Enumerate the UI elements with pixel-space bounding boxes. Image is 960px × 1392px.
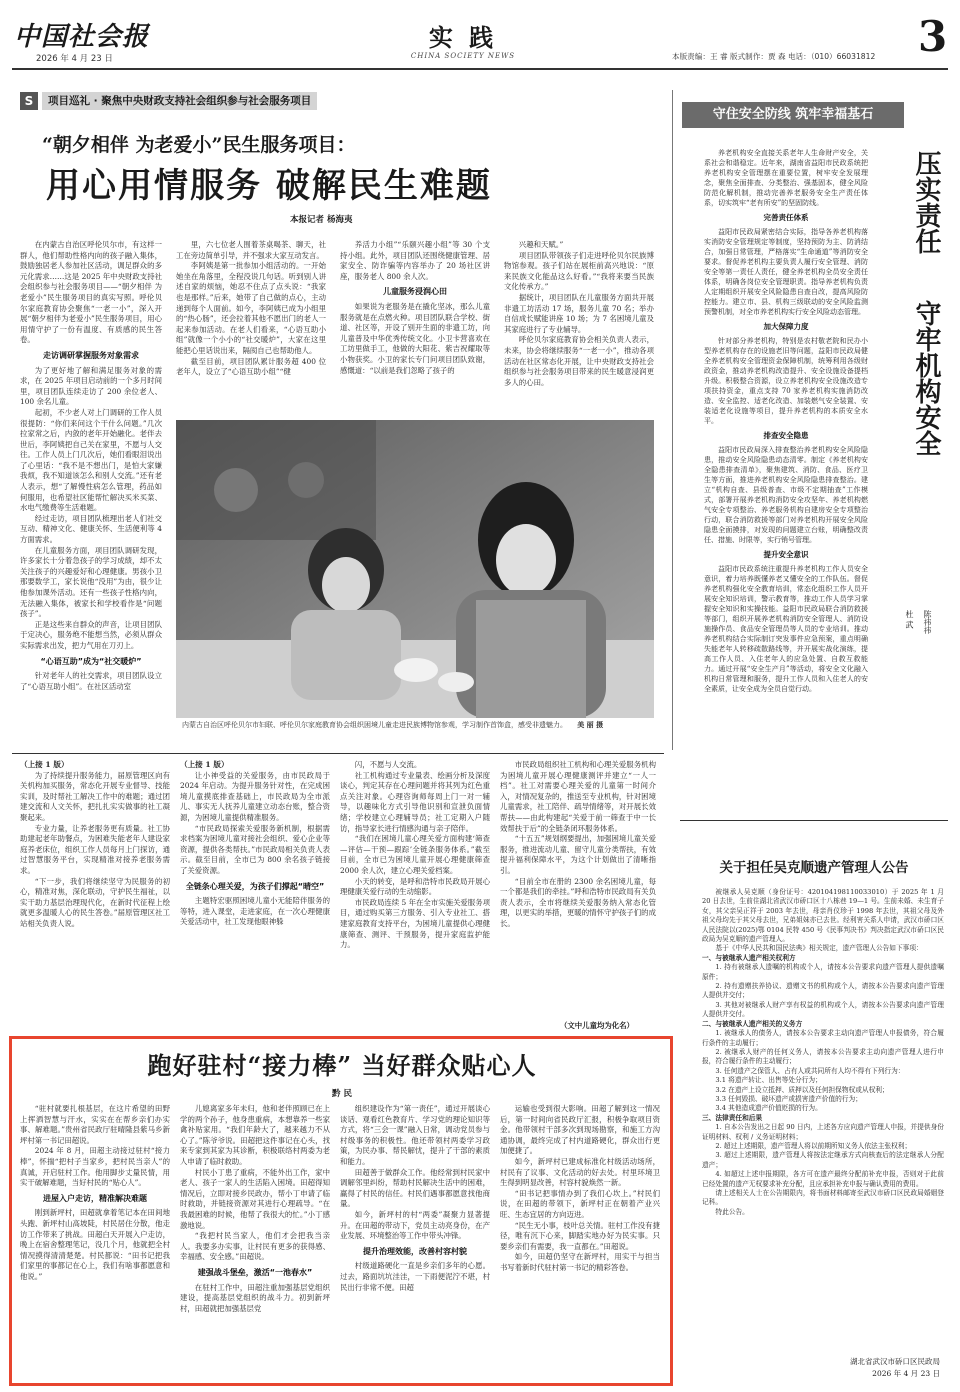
continued-paragraph: “目前全市在册的 2300 余名困境儿童，每一个都是我们的牵挂。”呼和浩特市民政局有关负责人表示，全市将继续关爱服务纳入常态化管理，以更实的举措，更暖的情怀守护孩子们的成长。 (500, 876, 656, 928)
notice-sign-org: 湖北省武汉市硚口区民政局 (850, 1357, 940, 1366)
author-2: 陈祎祎 (923, 610, 932, 634)
safety-subhead: 加大保障力度 (763, 322, 809, 331)
editor-credits: 本版责编：王 睿 版式制作：贾 森 电话：（010）66031812 (672, 52, 876, 61)
masthead-rule (12, 68, 948, 70)
safety-paragraph: 益阳市民政局紧密结合实际，指导各养老机构落实消防安全管理规定等制度，坚持预防为主、防消结合，加强日常管理，严格落实“生命通道”等消防安全要求。督促养老机构主要负责人履行安全管理、消防安全等第一责任人责任，健全养老机构全员安全责任体系，明确各岗位安全管理职责。指导养老机构负责人定期组织开展安全风险隐患自查自改，提高风险防控能力。建立市、县、机构三级联动的安全风险监测预警机制，对全市养老机构实行安全风险动态管理。 (704, 228, 868, 316)
continued-paragraph: 闪，不愿与人交流。 (354, 760, 422, 769)
notice-section: 一、与被继承人遗产相关权利方 (702, 953, 796, 962)
column-tag (20, 92, 350, 112)
main-article-column-2 (176, 240, 326, 415)
main-paragraph: 里，六七位老人围着茶桌喝茶、聊天，社工在旁边简单引导，并不强求大家互动发言。 (176, 240, 326, 260)
safety-subhead: 排查安全隐患 (763, 431, 809, 440)
photo-illustration (176, 420, 654, 718)
continued-paragraph: 社工机构通过专业量表、绘画分析及深度谈心，判定其存在心理问题并将其列为红色重点关注对象。心理咨询师每周上门一对一辅导，以趣味化方式引导他识别和宣泄负面情绪；学校建立心理辅导员；社工定期入户随访，指导家长进行情感沟通与亲子陪伴。 (340, 770, 490, 833)
village-headline: 跑好驻村“接力棒” 当好群众贴心人 (147, 1051, 537, 1080)
news-photo (176, 420, 654, 718)
section-divider (12, 753, 664, 754)
village-byline: 黔 民 (332, 1089, 352, 1099)
newspaper-logo: 中国社会报 (14, 22, 150, 52)
continued-column-2 (180, 760, 330, 1030)
continued-label: （上接 1 版） (180, 760, 229, 769)
main-paragraph: 养活力小组”“乐颐兴趣小组”等 30 个支持小组。此外，项目团队还围绕健康管理、居家安全、防诈骗等内容举办了 20 场社区讲座，服务老人 800 余人次。 (340, 240, 490, 281)
notice-item: 3.4 其他造成遗产价值贬损的行为。 (715, 1104, 822, 1113)
continued-paragraph: 市民政局连续 5 年在全市实施关爱服务项目，通过购买第三方服务、引入专业社工、搭建家庭教育支持平台，为困境儿童提供心理健康筛查、测评、干预服务，提升家庭监护能力。 (340, 897, 490, 950)
notice-item: 请上述相关人士在公告期限内，将书面材料邮寄至武汉市硚口区民政局婚姻登记科。 (702, 1189, 944, 1207)
safety-subhead: 提升安全意识 (763, 550, 809, 559)
author-1: 杜 武 (905, 610, 914, 629)
village-paragraph: 如今，新坪村的村“两委”凝聚力显著提升。在田超的带动下，党员主动亮身份，在产业发展、环境整治等工作中带头冲锋。 (340, 1209, 490, 1241)
photo-caption (182, 720, 648, 730)
main-paragraph: 针对老年人的社交需求，项目团队设立了“心语互助小组”。在社区活动室 (20, 671, 162, 691)
village-column-3 (340, 1104, 490, 1380)
right-column-divider (672, 90, 673, 750)
village-paragraph: 儿媳离家多年未归，他和老伴照顾已在上学的两个孙子，他身患重病，本想靠养一些家禽补贴家用。“我们年龄大了，越来越力不从心了。”陈爷爷说。田超把这件事记在心头，找来专家到其家为其诊断，积极联络村两委为老人申请了临时救助。 (180, 1104, 330, 1166)
main-article-column-3 (340, 240, 490, 415)
village-paragraph: 组织建设作为“第一责任”，通过开展谈心谈话、观看红色教育片、学习党的理论知识等方式，将“三会一课”融入日常，调动党员参与村级事务的积极性。他还带领村两委学习政策，为民办事、帮民解忧，提升了干部的素质和能力。 (340, 1104, 490, 1166)
continued-label: （上接 1 版） (20, 760, 69, 769)
notice-item: 2. 超过上述期限，遗产管理人将以前期所知义务人依法主张权利； (715, 1141, 912, 1150)
continued-paragraph: “下一步，我们将继续坚守为民服务的初心，精准对焦，深化联动，守护民生福祉，以实干助力基层治理现代化，在新时代征程上绘就更多温暖人心的民生答卷。”届原管理区社工站相关负责人说。 (20, 876, 170, 928)
village-paragraph: 2024 年 8 月，田超主动接过驻村“接力棒”，怀揣“把村子当家乡，把村民当亲人”的真诚，开启驻村工作。他用脚步丈量民情，用实干破解难题，当好村民的“贴心人”。 (20, 1146, 170, 1188)
notice-item: 3.3 任何毁损、破坏遗产或损害遗产价值的行为； (715, 1094, 862, 1103)
safety-paragraph: 养老机构安全直接关系老年人生命财产安全，关系社会和谐稳定。近年来，湖南省益阳市民政系统把养老机构安全管理摆在重要位置，树牢安全发展理念，聚焦全面排查、分类整治、强基固本，健全风险防范化解机制，推动完善养老服务安全生产责任体系，切实筑牢“老有所安”的坚固防线。 (704, 149, 868, 207)
village-paragraph: 在驻村工作中，田超注重加强基层党组织建设，提高基层党组织的战斗力。初到新坪村，田超就把加强基层党 (180, 1282, 330, 1313)
main-subhead: “心语互助”成为“社交暖炉” (40, 656, 142, 666)
notice-paragraph: 被继承人吴克顺（身份证号：420104198110033010）于 2025 年 1 月 20 日去世，生前住湖北省武汉市硚口区十八栋巷 19—1 号。生前未婚、未生育子女，其父亲吴正祥于 2003 年去世，母亲肖仪珍于 1998 年去世，其祖父母及外祖父母均先于其父母去世，兄弟姐妹亦已去世。经利害关系人申请，武汉市硚口区人民法院以(2025)鄂 0104 民特 450 号《民事判决书》判决指定武汉市硚口区民政局为吴克顺的遗产管理人。 (702, 888, 944, 944)
safety-article (704, 148, 868, 808)
safety-paragraph: 益阳市民政系统注重提升养老机构工作人员安全意识，着力培养既懂养老又懂安全的工作队伍。督促养老机构强化安全教育培训，常态化组织工作人员开展安全知识培训，警示教育等，推动工作人员学习掌握安全知识和实操技能。益阳市民政局联合消防救援等部门，组织开展养老机构消防安全管理人、消防设施操作员、食品安全管理员等人员的专业培训。推动养老机构结合实际制订突发事件应急预案，重点明确失能老年人转移疏散路线等，并开展实战化演练，提高工作人员、入住老年人的应急处置、自救互救能力。通过开展“安全生产月”等活动，将安全文化融入机构日常管理和服务，提升工作人员和入住老人的安全素质，让安全成为全员自觉行动。 (704, 565, 868, 693)
village-subhead: 提升治理效能，改善村容村貌 (363, 1246, 467, 1256)
notice-paragraph: 基于《中华人民共和国民法典》相关规定，遗产管理人公告如下事项： (715, 944, 923, 953)
continued-paragraph: “十五五”规划纲要提出，加强困境儿童关爱服务，推进流动儿童、留守儿童分类帮扶，有效提升福利保障水平，为这个计划做出了清晰指引。 (500, 834, 656, 875)
notice-title: 关于担任吴克顺遗产管理人公告 (719, 860, 909, 876)
continued-paragraph: 专业力量，让养老服务更有质量。社工协助建起老年助餐点，为困难失能老年人建设家庭养老床位，组织工作人员每月上门探访，通过智慧服务平台，实现精准对接养老服务需求。 (20, 823, 170, 875)
village-paragraph: 田超善于做群众工作。他经常到村民家中调解邻里纠纷，帮助村民解决生活中的困难，赢得了村民的信任。村民们遇事都愿意找他商量。 (340, 1167, 490, 1209)
column-tag-letter: S (20, 92, 38, 110)
village-subhead: 进屋入户走访，精准解决难题 (43, 1193, 147, 1203)
village-paragraph: 村级道路硬化一直是乡亲们多年的心愿。过去，路面坑坑洼洼，一下雨便泥泞不堪，村民出行非常不便。田超 (340, 1261, 490, 1292)
main-subhead: 儿童服务浸润心田 (383, 287, 447, 297)
sign-off: （文中儿童均为化名） (560, 1021, 634, 1030)
photo-credit: 美 丽 摄 (577, 720, 604, 729)
notice-item: 2. 被继承人财产的任何义务人，请按本公告要求主动向遗产管理人进行申报，符合履行条件的主动履行； (702, 1047, 944, 1066)
continued-paragraph: 市民政局组织社工机构和心理关爱服务机构为困境儿童开展心理健康测评并建立“一人一档”。社工对需要心理关爱的儿童第一时间介入，对情况复杂的，推送至专业机构，针对困境儿童需求，社工陪伴、疏导情绪等，对开展长效帮扶——由此构建起“关爱于前一筛查于中一长效帮扶于后”的全链条闭环服务体系。 (500, 760, 656, 833)
byline: 本报记者 杨海夷 (290, 215, 353, 225)
main-paragraph: 为了更好地了解和满足服务对象的需求，在 2025 年项目启动前的一个多月时间里，项目团队连续走访了 200 余位老人、100 余名儿童。 (20, 365, 162, 407)
main-paragraph: 据统计，项目团队在儿童服务方面共开展非遗工坊活动 17 场，服务儿童 70 名；举办自信成长赋能讲座 10 场；为 7 名困境儿童及其家庭进行了专业辅导。 (504, 292, 654, 334)
section-title: 实 践 (428, 23, 498, 52)
main-article-column-4 (504, 240, 654, 415)
safety-box-title: 守住安全防线 筑牢幸福基石 (682, 102, 904, 128)
main-article-column-1-tail (20, 605, 162, 745)
vertical-title-1: 压实责任 (911, 150, 941, 254)
continued-paragraph: “市民政局探索关爱服务新机制，根据需求档案为困境儿童对接社会组织、爱心企业等资源，提供各类帮扶。”市民政局相关负责人表示。截至目前，全市已为 800 余名孩子链接了关爱资源。 (180, 823, 330, 875)
main-paragraph: 在儿童服务方面，项目团队调研发现，许多家长十分着急孩子的学习成绩，却不太关注孩子的兴趣爱好和心理健康。男孩小卫那要数学工，家长说他“没用”为由，很少让他参加课外活动。还有一些孩子性格内向，无法融入集体，被家长和学校看作是“问题孩子”。 (20, 545, 162, 619)
notice-item: 特此公告。 (715, 1207, 749, 1216)
main-subhead: 走访调研掌握服务对象需求 (43, 350, 139, 360)
headline: 用心用情服务 破解民生难题 (46, 166, 492, 206)
vertical-title-2: 守牢机构安全 (911, 300, 941, 456)
main-paragraph: 在内蒙古自治区呼伦贝尔市，有这样一群人，他们帮助性格内向的孩子融入集体，鼓励独居老人参加社区活动，调足群众的多元化需求……这是 2025 年中央财政支持社会组织参与社会服务项目——“朝夕相伴 为老爱小”民生服务项目的真实写照。呼伦贝尔家庭教育协会聚焦“一老一小”，深入开展“朝夕相伴为老爱小”民生服务项目，用心用情守护了一份有温度、有质感的民生答卷。 (20, 240, 162, 345)
notice-sign-date: 2026 年 4 月 23 日 (872, 1369, 940, 1378)
continued-subhead: 全链条心理关爱，为孩子们撑起“晴空” (185, 881, 325, 891)
village-column-1 (20, 1104, 170, 1380)
notice-item: 1. 持有被继承人遗嘱的机构或个人，请按本公告要求向遗产管理人提供遗嘱原件； (702, 963, 944, 981)
village-column-4 (500, 1104, 660, 1380)
village-paragraph: 村民小丁患了重病，不能外出工作，家中老人、孩子一家人的生活陷入困境。田超得知情况后，立即对接乡民政办，帮小丁申请了临时救助，并链接资源对其进行心理疏导。“在我最困难的时候，他帮了我很大的忙。”小丁感激地说。 (180, 1167, 330, 1230)
continued-paragraph: “我们在困境儿童心理关爱方面构建‘筛查—评估—干预—跟踪’全链条服务体系。”截至目前，全市已为困境儿童开展心理健康筛查 2000 余人次，建立心理关爱档案。 (340, 834, 490, 875)
safety-paragraph: 针对部分养老机构，特别是农村敬老院和民办小型养老机构存在的设施老旧等问题，益阳市民政局健全养老机构安全管理资金保障机制，统筹利用各级财政资金，推动养老机构改造提升、安全设施设备提档升级。积极整合资源，设立养老机构安全设施改造专项扶持资金，重点支持 70 家养老机构实施消防改造、安全监控、适老化改造、加装燃气安全装置、安装适老化设施等项目，提升养老机构的本质安全水平。 (704, 337, 868, 425)
village-paragraph: 如今，新坪村已建成标准化村级活动场所，村民有了议事、文化活动的好去处。村里环境卫生得到明显改善，村容村貌焕然一新。 (500, 1156, 660, 1188)
continued-paragraph: 主题特宏驱照困境儿童小无能陪伴服务的等特，进入课堂，走进家庭，在一次心理健康关爱活动中，社工发现他眼神躲 (180, 896, 330, 927)
continued-column-4 (500, 760, 656, 1018)
notice-item: 1. 被继承人的债务人，请按本公告要求主动向遗产管理人申报债务，符合履行条件的主动履行； (702, 1029, 944, 1047)
safety-paragraph: 益阳市民政局深入排查整治养老机构安全风险隐患，推动安全风险隐患动态清零。制定《养老机构安全隐患排查清单》，聚焦建筑、消防、食品、医疗卫生等方面，推进养老机构安全风险隐患排查整治。建立“机构自查、县级普查、市级不定期抽查”工作模式，部署开展养老机构消防安全攻坚年、养老机构燃气安全专项整治、养老服务机构自建房安全专项整治行动，联合消防救援等部门对养老机构开展安全风险隐患全面摸排，对发现的问题建立台账，明确整改责任、措施、时限等，实行销号管理。 (704, 446, 868, 544)
continued-column-3 (340, 760, 490, 1030)
notice-item: 2. 持有遗赠扶养协议、遗赠文书的机构或个人，请按本公告要求向遗产管理人提供并交付； (702, 982, 944, 1000)
photo-caption-text: 内蒙古自治区呼伦贝尔市妇联、呼伦贝尔家庭教育协会组织困境儿童走进民族博物馆参观，学习制作首饰盒，感受非遗魅力。 (182, 721, 567, 729)
notice-body (702, 888, 944, 1354)
notice-item: 3.1 将遗产转让、出售等处分行为； (715, 1076, 822, 1085)
column-tag-text: 项目巡礼 · 聚焦中央财政支持社会组织参与社会服务项目 (42, 92, 317, 110)
kicker: “朝夕相伴 为老爱小”民生服务项目： (42, 134, 356, 156)
notice-divider (680, 820, 948, 821)
section-subtitle: CHINA SOCIETY NEWS (410, 52, 516, 60)
village-paragraph: “民生无小事，枝叶总关情。驻村工作没有捷径，唯有沉下心来，脚踏实地办好为民实事。只要乡亲们有需要，我一直都在。”田超说。 (500, 1220, 660, 1251)
continued-column-1 (20, 760, 170, 1030)
village-paragraph: “驻村就要扎根基层，在这片希望的田野上挥洒智慧与汗水，实实在在帮乡亲们办实事、解难题。”贵州省民政厅驻晴隆县紫马乡新坪村第一书记田超说。 (20, 1104, 170, 1145)
village-subhead: 建强战斗堡垒，激活“一池春水” (197, 1267, 313, 1277)
notice-section: 三、法律责任和后果 (702, 1113, 763, 1122)
issue-date: 2026 年 4 月 23 日 (36, 54, 113, 64)
main-article-column-1 (20, 240, 162, 691)
main-paragraph: 经过走访，项目团队梳理出老人们社交互动、精神文化、健康关怀、生活便利等 4 方面需求。 (20, 513, 162, 545)
village-paragraph: “我把村民当家人，他们才会把我当亲人。我要多办实事，让村民有更多的获得感、幸福感、安全感。”田超说。 (180, 1231, 330, 1262)
main-paragraph: 如果说为老服务是在撬化坚冰，那么儿童服务就是在点燃火种。项目团队联合学校、街道、社区等，开设了别开生面的非遗工坊，向儿童普及中华优秀传统文化。小卫卡营喜欢在工坊里做手工，他做的大阳花、紫吉祝耀取等小物获奖。小卫的家长专门问项目团队致谢，感慨道：“以前是我们忽略了孩子的 (340, 301, 490, 375)
notice-item: 3.2 在遗产上设立抵押、质押以及任何担保物权或从权利； (715, 1085, 889, 1094)
village-paragraph: “田书记把事情办到了我们心坎上。”村民们说，在田超的带领下，新坪村正在朝着产业兴旺、生态宜居的方向迈进。 (500, 1188, 660, 1219)
safety-subhead: 完善责任体系 (763, 213, 809, 222)
main-paragraph: 起初，不少老人对上门调研的工作人员很提防：“你们来问这个干什么问题。”几次拉家常之后，内敛的老年开始融化。老伴去世后，李阿姨把自己关在家里，不愿与人交往。工作人员上门几次后，她们看眼泪说出了心里话：“我不是不想出门，是怕大家嫌我烦，我不知道该怎么和别人交流。”还有老人表示，想“了解慢性病怎么管理，药品如何服用，也希望社区能帮忙解决买米买菜、水电气缴费等生活难题。 (20, 407, 162, 513)
notice-section: 二、与被继承人遗产相关的义务方 (702, 1019, 803, 1028)
main-paragraph: 项目团队带领孩子们走进呼伦贝尔民族博物馆参观。孩子们站在展柜前高兴地说：“原来民族文化能品这么好看。”“我将来要当民族文化传承方。” (504, 250, 654, 292)
notice-item: 4. 如超过上述申报期限，各方可在遗产最终分配前补充申报，否则对于此前已经处置的遗产无权要求补充分配，且应承担补充申报与确认费用的费用。 (702, 1170, 944, 1188)
main-paragraph: 李阿姨是第一批参加小组活动的。一开始她坐在角落里，全程没说几句话。听到别人讲述自家的烦恼，她忍不住点了点头说：“我家也是那样。”后来，她带了自己做的点心，主动递到每个人面前。如今，李阿姨已成为小组里的“热心肠”，还会拉着其他不愿出门的老人一起来参加活动。在老人们看来，“心语互助小组”就像一个小小的“社交暖炉”，大家在这里能把心里话说出来，隔阂自己也帮助他人。 (176, 261, 326, 355)
notice-item: 3. 超过上述期限，遗产管理人将按法定继承方式向核查后的法定继承人分配遗产； (702, 1151, 944, 1169)
page-number: 3 (918, 12, 948, 61)
notice-item: 3. 任何遗产之保管人、占有人或共同所有人均不得有下列行为： (715, 1066, 905, 1075)
main-paragraph: 正是这些来自群众的声音，让项目团队于定决心，服务绝不能想当然，必须从群众实际需求出发，把力气用在刀刃上。 (20, 619, 162, 650)
village-paragraph: 如今，田超仍坚守在新坪村，用实干与担当书写着新时代驻村第一书记的精彩答卷。 (500, 1252, 660, 1272)
main-paragraph: 截至目前，项目团队累计服务超 400 位老年人，设立了“心语互助小组”“健 (176, 356, 326, 377)
notice-item: 3. 其他对被继承人财产享有权益的机构或个人，请按本公告要求向遗产管理人提供并交付。 (702, 1000, 944, 1019)
main-paragraph: 呼伦贝尔家庭教育协会相关负责人表示，未来，协会将继续服务“一老一小”，推动各项活动在社区常态化开展，让中央财政支持社会组织参与社会服务项目带来的民生暖意浸润更多人的心田。 (504, 335, 654, 387)
village-column-2 (180, 1104, 330, 1380)
continued-paragraph: 为了持续提升服务能力，届原管理区向有关机构加买服务，常态化开展专业督导、技能实训，及时帮社工解决工作中的难题；通过团建交流和人文关怀，把扎扎实实做事的社工凝聚起来。 (20, 770, 170, 822)
masthead (0, 0, 960, 72)
village-paragraph: 运输也受到很大影响。田超了解到这一情况后，第一时间向省民政厅汇报，积极争取项目资金。他带领村干部多次到现场勘察，和施工方沟通协调，最终完成了村内道路硬化，群众出行更加便捷了。 (500, 1104, 660, 1156)
village-paragraph: 刚到新坪村，田超就拿着笔记本在田间地头跑、新坪村山高坡陡，村民居住分散，他走访工作带来了挑战。田超白天开展入户走访，晚上在宿舍整理笔记，没几个月，他就把全村情况摸得清清楚楚。村民都说：“田书记把我们家里的事都记在心上，我们有啥事都愿意和他说。” (20, 1208, 170, 1281)
main-paragraph: 兴趣和天赋。” (518, 240, 564, 249)
continued-paragraph: 让小神受益的关爱服务，由市民政局于 2024 年启动。为提升服务针对性，在完成困境儿童摸底排查基础上，市民政局为全市派儿、事实无人抚养儿童建立动态台账，整合资源，为困境儿童提供精准服务。 (180, 770, 330, 822)
notice-item: 1. 自本公告发出之日起 90 日内，上述各方应向遗产管理人申报，并提供身份证明材料、权利 / 义务证明材料； (702, 1123, 944, 1141)
continued-paragraph: 小天的转变，是呼和浩特市民政局开展心理健康关爱行动的生动缩影。 (340, 876, 490, 897)
